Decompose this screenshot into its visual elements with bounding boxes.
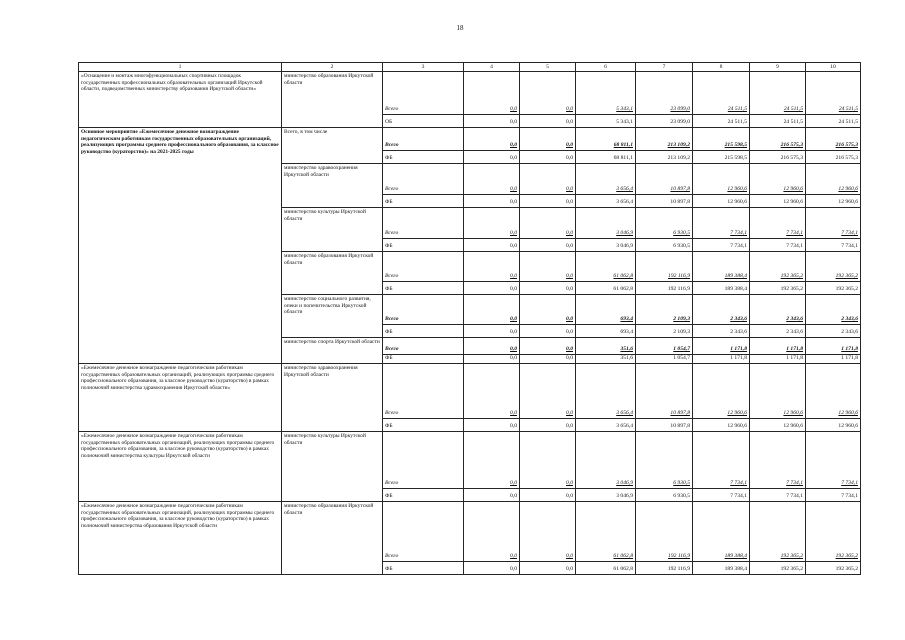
amount-cell: 1 054,7 (636, 355, 693, 364)
table-row (79, 364, 861, 419)
responsible-executor: министерство здравоохранения Иркутской области (282, 164, 383, 208)
amount-cell: 3 046,9 (576, 489, 636, 502)
amount-cell: 2 343,6 (750, 325, 806, 338)
amount-cell: 192 365,2 (806, 252, 861, 282)
amount-cell: 0,0 (520, 338, 576, 355)
amount-cell: 1 171,8 (806, 338, 861, 355)
amount-cell: 0,0 (464, 115, 520, 128)
amount-cell: 192 365,2 (806, 282, 861, 295)
amount-cell: 0,0 (520, 239, 576, 252)
amount-cell: 0,0 (520, 295, 576, 325)
amount-cell: 2 109,3 (636, 325, 693, 338)
amount-cell: 0,0 (464, 419, 520, 432)
amount-cell: 12 960,6 (806, 195, 861, 208)
amount-cell: 0,0 (520, 562, 576, 575)
amount-cell: 5 343,1 (576, 72, 636, 115)
amount-cell: 189 388,4 (693, 502, 750, 562)
funding-source: ФБ (383, 562, 464, 575)
responsible-executor: министерство культуры Иркутской области (282, 208, 383, 252)
amount-cell: 0,0 (520, 164, 576, 195)
amount-cell: 3 656,4 (576, 364, 636, 419)
amount-cell: 1 171,8 (750, 338, 806, 355)
amount-cell: 192 365,2 (750, 502, 806, 562)
amount-cell: 12 960,6 (750, 195, 806, 208)
funding-source: Всего (383, 364, 464, 419)
amount-cell: 189 388,4 (693, 252, 750, 282)
amount-cell: 0,0 (520, 364, 576, 419)
amount-cell: 24 511,5 (693, 115, 750, 128)
responsible-executor: министерство образования Иркутской области (282, 72, 383, 128)
amount-cell: 12 960,6 (806, 364, 861, 419)
amount-cell: 23 099,0 (636, 72, 693, 115)
page-number: 18 (456, 24, 464, 32)
amount-cell: 0,0 (464, 128, 520, 151)
amount-cell: 23 099,0 (636, 115, 693, 128)
amount-cell: 12 960,6 (806, 164, 861, 195)
amount-cell: 192 365,2 (750, 282, 806, 295)
amount-cell: 7 734,1 (750, 239, 806, 252)
amount-cell: 0,0 (520, 489, 576, 502)
amount-cell: 0,0 (520, 128, 576, 151)
amount-cell: 192 116,9 (636, 282, 693, 295)
amount-cell: 0,0 (464, 338, 520, 355)
amount-cell: 1 171,8 (750, 355, 806, 364)
amount-cell: 7 734,1 (806, 432, 861, 489)
amount-cell: 68 811,1 (576, 151, 636, 164)
row-description: «Ежемесячное денежное вознаграждение педагогическим работникам государственных образовательных организаций, реализующих программы среднего профессионального образования, за классное руководство (кураторство) в рамках полномочий министерства культуры Иркутской области (79, 432, 282, 502)
column-number: 9 (750, 63, 806, 72)
funding-source: Всего (383, 128, 464, 151)
amount-cell: 7 734,1 (750, 208, 806, 239)
amount-cell: 3 656,4 (576, 419, 636, 432)
amount-cell: 0,0 (464, 239, 520, 252)
amount-cell: 0,0 (520, 419, 576, 432)
amount-cell: 3 046,9 (576, 208, 636, 239)
amount-cell: 192 116,9 (636, 562, 693, 575)
amount-cell: 0,0 (464, 502, 520, 562)
amount-cell: 192 365,2 (750, 252, 806, 282)
amount-cell: 0,0 (464, 151, 520, 164)
responsible-executor: Всего, в том числе (282, 128, 383, 164)
amount-cell: 192 116,9 (636, 502, 693, 562)
funding-source: ФБ (383, 151, 464, 164)
amount-cell: 192 365,2 (806, 562, 861, 575)
amount-cell: 6 930,5 (636, 239, 693, 252)
responsible-executor: министерство спорта Иркутской области (282, 338, 383, 364)
amount-cell: 192 116,9 (636, 252, 693, 282)
amount-cell: 3 046,9 (576, 239, 636, 252)
column-number: 1 (79, 63, 282, 72)
amount-cell: 213 109,2 (636, 151, 693, 164)
amount-cell: 2 109,3 (636, 295, 693, 325)
amount-cell: 61 062,8 (576, 252, 636, 282)
amount-cell: 192 365,2 (750, 562, 806, 575)
funding-source: ФБ (383, 282, 464, 295)
amount-cell: 0,0 (464, 208, 520, 239)
amount-cell: 6 930,5 (636, 489, 693, 502)
amount-cell: 12 960,6 (750, 419, 806, 432)
funding-source: ОБ (383, 115, 464, 128)
amount-cell: 189 388,4 (693, 562, 750, 575)
amount-cell: 0,0 (520, 115, 576, 128)
funding-source: ФБ (383, 419, 464, 432)
amount-cell: 12 960,6 (693, 364, 750, 419)
table-row (79, 128, 861, 151)
amount-cell: 10 897,8 (636, 419, 693, 432)
amount-cell: 0,0 (520, 252, 576, 282)
amount-cell: 0,0 (464, 72, 520, 115)
funding-source: ФБ (383, 489, 464, 502)
column-number: 10 (806, 63, 861, 72)
amount-cell: 12 960,6 (750, 164, 806, 195)
amount-cell: 1 171,8 (806, 355, 861, 364)
amount-cell: 6 930,5 (636, 208, 693, 239)
amount-cell: 2 343,6 (693, 295, 750, 325)
amount-cell: 216 575,3 (806, 128, 861, 151)
amount-cell: 68 811,1 (576, 128, 636, 151)
amount-cell: 7 734,1 (750, 489, 806, 502)
amount-cell: 693,4 (576, 325, 636, 338)
amount-cell: 2 343,6 (806, 295, 861, 325)
responsible-executor: министерство образования Иркутской области (282, 502, 383, 575)
amount-cell: 24 511,5 (806, 72, 861, 115)
table-row (79, 502, 861, 562)
amount-cell: 216 575,3 (750, 128, 806, 151)
amount-cell: 192 365,2 (806, 502, 861, 562)
amount-cell: 216 575,3 (750, 151, 806, 164)
amount-cell: 0,0 (464, 562, 520, 575)
row-description: «Ежемесячное денежное вознаграждение педагогическим работникам государственных образовательных организаций, реализующих программы среднего профессионального образования, за классное руководство (кураторство) в рамках полномочий министерства здравоохранения Иркутской области» (79, 364, 282, 432)
responsible-executor: министерство образования Иркутской области (282, 252, 383, 295)
funding-source: Всего (383, 338, 464, 355)
amount-cell: 12 960,6 (806, 419, 861, 432)
row-description: Основное мероприятие «Ежемесячное денежное вознаграждение педагогическим работникам государственных образовательных организаций, реализующих программы среднего профессионального образования, за классное руководство (кураторство)» на 2021-2025 годы (79, 128, 282, 364)
amount-cell: 215 598,5 (693, 151, 750, 164)
amount-cell: 213 109,2 (636, 128, 693, 151)
amount-cell: 12 960,6 (693, 195, 750, 208)
amount-cell: 1 054,7 (636, 338, 693, 355)
amount-cell: 0,0 (520, 282, 576, 295)
amount-cell: 24 511,5 (693, 72, 750, 115)
funding-source: Всего (383, 432, 464, 489)
amount-cell: 0,0 (464, 252, 520, 282)
amount-cell: 0,0 (464, 282, 520, 295)
column-number: 7 (636, 63, 693, 72)
row-description: «Оснащение и монтаж многофункциональных спортивных площадок государственных профессиональных образовательных организаций Иркутской области, подведомственных министерству образования Иркутской области» (79, 72, 282, 128)
amount-cell: 0,0 (464, 195, 520, 208)
amount-cell: 12 960,6 (693, 164, 750, 195)
amount-cell: 0,0 (520, 502, 576, 562)
amount-cell: 7 734,1 (806, 489, 861, 502)
funding-source: Всего (383, 164, 464, 195)
column-number: 6 (576, 63, 636, 72)
amount-cell: 0,0 (464, 295, 520, 325)
amount-cell: 7 734,1 (693, 208, 750, 239)
funding-source: Всего (383, 502, 464, 562)
amount-cell: 0,0 (520, 151, 576, 164)
amount-cell: 0,0 (520, 72, 576, 115)
table-row (79, 72, 861, 115)
column-number: 4 (464, 63, 520, 72)
amount-cell: 3 656,4 (576, 195, 636, 208)
amount-cell: 10 897,8 (636, 164, 693, 195)
amount-cell: 0,0 (520, 208, 576, 239)
amount-cell: 7 734,1 (750, 432, 806, 489)
amount-cell: 0,0 (520, 195, 576, 208)
column-number: 5 (520, 63, 576, 72)
row-description: «Ежемесячное денежное вознаграждение педагогическим работникам государственных образовательных организаций, реализующих программы среднего профессионального образования, за классное руководство (кураторство) в рамках полномочий министерства образования Иркутской области (79, 502, 282, 575)
amount-cell: 24 511,5 (750, 115, 806, 128)
responsible-executor: министерство культуры Иркутской области (282, 432, 383, 502)
amount-cell: 61 062,8 (576, 562, 636, 575)
amount-cell: 24 511,5 (750, 72, 806, 115)
amount-cell: 1 171,8 (693, 338, 750, 355)
responsible-executor: министерство здравоохранения Иркутской области (282, 364, 383, 432)
funding-source: Всего (383, 252, 464, 282)
amount-cell: 2 343,6 (806, 325, 861, 338)
amount-cell: 0,0 (464, 432, 520, 489)
responsible-executor: министерство социального развития, опеки и попечительства Иркутской области (282, 295, 383, 338)
funding-source: ФБ (383, 239, 464, 252)
amount-cell: 1 171,8 (693, 355, 750, 364)
amount-cell: 693,4 (576, 295, 636, 325)
amount-cell: 0,0 (464, 355, 520, 364)
amount-cell: 7 734,1 (693, 239, 750, 252)
amount-cell: 0,0 (520, 355, 576, 364)
amount-cell: 215 598,5 (693, 128, 750, 151)
amount-cell: 24 511,5 (806, 115, 861, 128)
amount-cell: 61 062,8 (576, 282, 636, 295)
funding-source: Всего (383, 72, 464, 115)
amount-cell: 5 343,1 (576, 115, 636, 128)
column-number-row (79, 63, 861, 72)
amount-cell: 6 930,5 (636, 432, 693, 489)
amount-cell: 10 897,8 (636, 195, 693, 208)
funding-source: Всего (383, 295, 464, 325)
amount-cell: 3 046,9 (576, 432, 636, 489)
column-number: 3 (383, 63, 464, 72)
amount-cell: 189 388,4 (693, 282, 750, 295)
amount-cell: 0,0 (464, 489, 520, 502)
amount-cell: 12 960,6 (750, 364, 806, 419)
funding-source: ФБ (383, 355, 464, 364)
amount-cell: 3 656,4 (576, 164, 636, 195)
amount-cell: 7 734,1 (693, 432, 750, 489)
amount-cell: 351,6 (576, 355, 636, 364)
amount-cell: 7 734,1 (806, 239, 861, 252)
funding-source: Всего (383, 208, 464, 239)
amount-cell: 7 734,1 (806, 208, 861, 239)
budget-table (78, 62, 861, 575)
amount-cell: 10 897,8 (636, 364, 693, 419)
funding-source: ФБ (383, 325, 464, 338)
amount-cell: 2 343,6 (693, 325, 750, 338)
amount-cell: 0,0 (464, 164, 520, 195)
amount-cell: 12 960,6 (693, 419, 750, 432)
table-row (79, 432, 861, 489)
funding-source: ФБ (383, 195, 464, 208)
amount-cell: 0,0 (520, 325, 576, 338)
amount-cell: 216 575,3 (806, 151, 861, 164)
amount-cell: 61 062,8 (576, 502, 636, 562)
column-number: 2 (282, 63, 383, 72)
amount-cell: 0,0 (464, 325, 520, 338)
amount-cell: 7 734,1 (693, 489, 750, 502)
amount-cell: 0,0 (464, 364, 520, 419)
column-number: 8 (693, 63, 750, 72)
amount-cell: 0,0 (520, 432, 576, 489)
amount-cell: 351,6 (576, 338, 636, 355)
amount-cell: 2 343,6 (750, 295, 806, 325)
